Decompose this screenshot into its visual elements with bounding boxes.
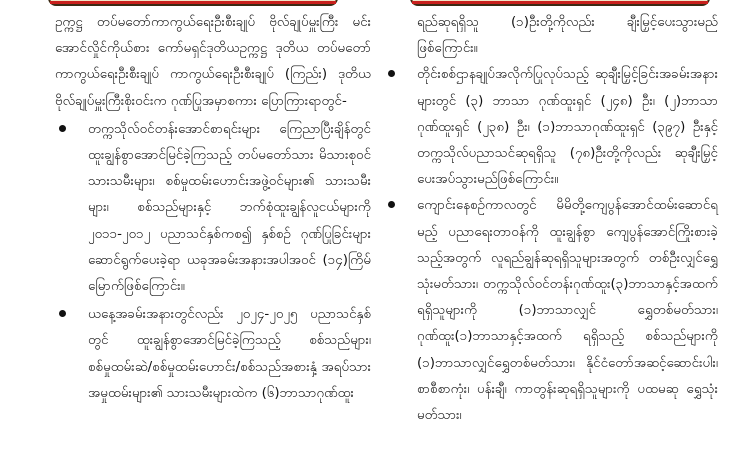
continued-paragraph: ရည်ဆုရရှိသူ (၁)ဦးတို့ကိုလည်း ချီးမြှင့်ပေးသွားမည်ဖြစ်ကြောင်း။: [417, 15, 718, 57]
bullet-dot-icon: [388, 201, 395, 208]
bullet-item: [384, 62, 718, 193]
bullet-dot-icon: [59, 310, 66, 317]
bullet-text: တိုင်းစစ်ဌာနချုပ်အလိုက်ပြုလုပ်သည့် ဆုချီးမြှင့်ခြင်းအခမ်းအနားများတွင် (၃) ဘာသာ ဂုဏ်ထူးရှင် (၂၄၈) ဦး၊ (၂)ဘာသာဂုဏ်ထူးရှင် (၂၃၈) ဦး၊ (၁)ဘာသာဂုဏ်ထူးရှင် (၃၉၇) ဦးနှင့် တက္ကသိုလ်ပညာသင်ဆုရရှိသူ (၇၈)ဦးတို့ကိုလည်း ဆုချီးမြှင့်ပေးအပ်သွားမည်ဖြစ်ကြောင်း။: [417, 67, 718, 188]
right-text-column: [384, 10, 718, 429]
intro-paragraph: ဥက္ကဋ္ဌ တပ်မတော်ကာကွယ်ရေးဦးစီးချုပ် ဗိုလ်ချုပ်မှူးကြီး မင်းအောင်လှိုင်ကိုယ်စား ကော်မရှင်ဒုတိယဥက္ကဋ္ဌ ဒုတိယ တပ်မတော်ကာကွယ်ရေးဦးစီးချုပ် ကာကွယ်ရေးဦးစီးချုပ် (ကြည်း) ဒုတိယဗိုလ်ချုပ်မှူးကြီးစိုးဝင်းက ဂုဏ်ပြုအမှာစကား ပြောကြားရာတွင်-: [55, 15, 371, 109]
bullet-item: [55, 302, 371, 407]
top-image-frame-right: [410, 0, 710, 6]
frame-accent-stripe: [412, 1, 708, 4]
bullet-item: [55, 117, 371, 300]
bullet-item: [384, 193, 718, 429]
bullet-text: ကျောင်းနေစဉ်ကာလတွင် မိမိတို့ကျေပွန်အောင်ထမ်းဆောင်ရမည့် ပညာရေးတာဝန်ကို ထူးချွန်စွာ ကျေပွန်အောင်ကြိုးစားခဲ့သည့်အတွက် လူရည်ချွန်ဆုရရှိသူများအတွက် တစ်ဦးလျှင်ရွှေသုံးမတ်သား၊ တက္ကသိုလ်ဝင်တန်းဂုဏ်ထူး(၃)ဘာသာနှင့်အထက် ရရှိသူများကို (၁)ဘာသာလျှင် ရွှေတစ်မတ်သား၊ ဂုဏ်ထူး(၁)ဘာသာနှင့်အထက် ရရှိသည့် စစ်သည်များကို (၁)ဘာသာလျှင်ရွှေတစ်မတ်သား၊ နိုင်ငံတော်အဆင့်ဆောင်းပါး၊ စာစီစာကုံး၊ ပန်းချီ၊ ကာတွန်းဆုရရှိသူများကို ပထမဆု ရွှေသုံးမတ်သား၊: [417, 198, 718, 424]
left-text-column: [55, 10, 371, 407]
frame-accent-stripe: [50, 1, 336, 4]
bullet-dot-icon: [388, 70, 395, 77]
left-bullet-list: [55, 117, 371, 407]
bullet-text: တက္ကသိုလ်ဝင်တန်းအောင်စာရင်းများ ကြေညာပြီးချိန်တွင် ထူးချွန်စွာအောင်မြင်ခဲ့ကြသည့် တပ်မတော်သား မိသားစုဝင် သားသမီးများ၊ စစ်မှုထမ်းဟောင်းအဖွဲ့ဝင်များ၏ သားသမီးများ၊ စစ်သည်များနှင့် ဘက်စုံထူးချွန်လူငယ်များကို ၂၀၁၁-၂၀၁၂ ပညာသင်နှစ်ကစ၍ နှစ်စဉ် ဂုဏ်ပြုခြင်းများ ဆောင်ရွက်ပေးခဲ့ရာ ယခုအခမ်းအနားအပါအဝင် (၁၄)ကြိမ်မြောက်ဖြစ်ကြောင်း။: [88, 121, 371, 295]
right-bullet-list: [384, 62, 718, 429]
bullet-dot-icon: [59, 125, 66, 132]
top-image-frame-left: [48, 0, 338, 6]
bullet-text: ယနေ့အခမ်းအနားတွင်လည်း ၂၀၂၄-၂၀၂၅ ပညာသင်နှစ်တွင် ထူးချွန်စွာအောင်မြင်ခဲ့ကြသည့် စစ်သည်များ၊ စစ်မှုထမ်းဆဲ/စစ်မှုထမ်းဟောင်း/စစ်သည်အစားနှံ့ အရပ်သား အမှုထမ်းများ၏ သားသမီးများထဲက (၆)ဘာသာဂုဏ်ထူး: [88, 307, 371, 401]
